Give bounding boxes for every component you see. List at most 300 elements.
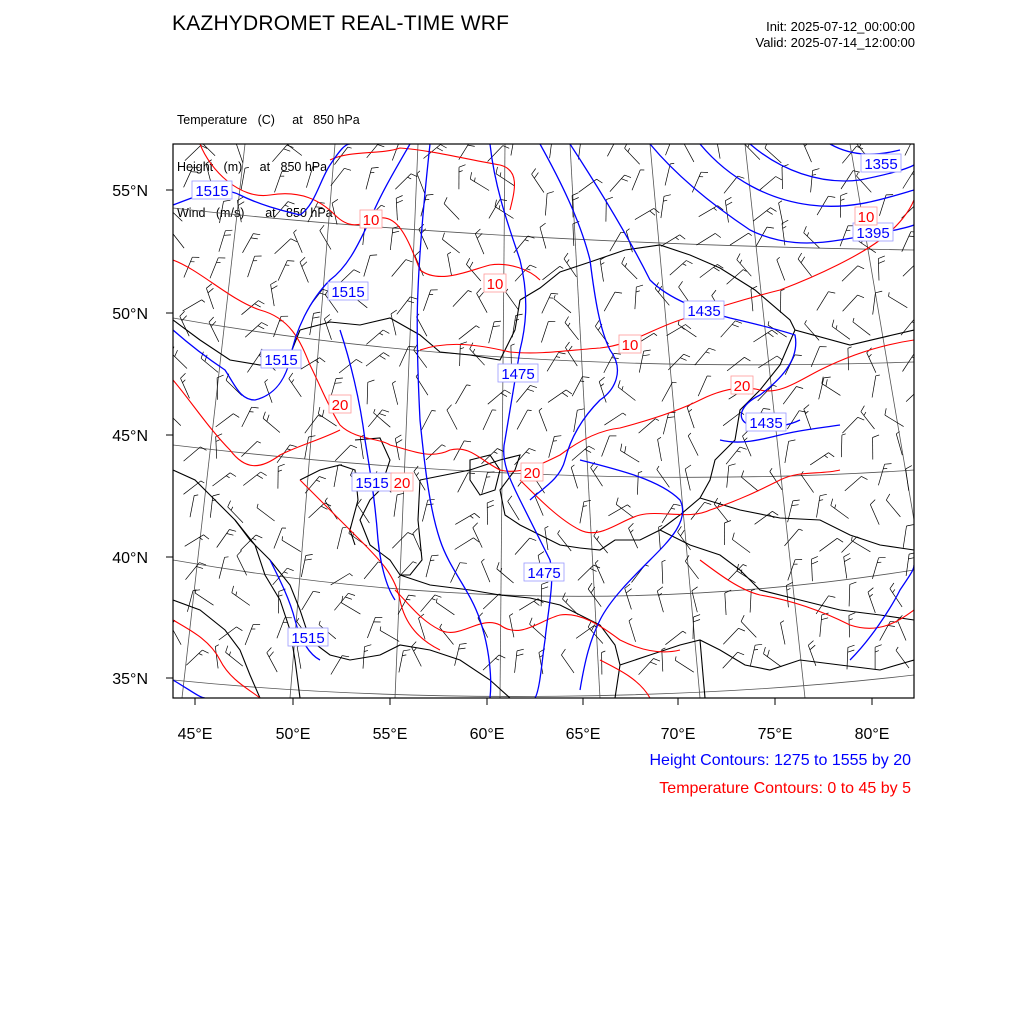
wind-barb — [878, 259, 879, 281]
wind-barb-tick — [306, 554, 313, 555]
wind-barb-tick — [683, 140, 686, 143]
wind-barb-tick — [526, 452, 530, 453]
lon-label: 80°E — [854, 726, 890, 743]
wind-barb-tick — [467, 385, 471, 386]
wind-barb — [455, 644, 460, 665]
wind-barb-tick — [288, 202, 295, 204]
wind-barb-tick — [225, 230, 232, 231]
wind-barb — [357, 505, 369, 523]
wind-barb — [666, 135, 674, 156]
wind-barb-tick — [409, 595, 416, 596]
wind-barb-tick — [282, 536, 283, 540]
wind-barb-tick — [744, 138, 747, 144]
wind-barb-tick — [831, 499, 833, 506]
wind-barb — [263, 418, 280, 432]
graticule-line — [650, 144, 700, 698]
wind-barb-tick — [204, 535, 210, 539]
wind-barb-tick — [767, 650, 769, 657]
wind-barb-tick — [670, 163, 674, 164]
wind-barb — [422, 411, 432, 431]
wind-barb-tick — [245, 167, 249, 168]
wind-barb — [695, 348, 709, 365]
wind-barb — [604, 413, 622, 425]
wind-barb-tick — [225, 557, 229, 558]
wind-barb-tick — [258, 326, 264, 329]
wind-barb — [798, 259, 812, 276]
wind-barb — [453, 291, 468, 307]
wind-barb — [216, 414, 234, 427]
wind-barb-tick — [497, 449, 503, 452]
wind-barb-tick — [565, 342, 569, 348]
wind-barb-tick — [858, 295, 865, 298]
wind-barb-tick — [835, 505, 836, 509]
wind-barb — [366, 353, 383, 367]
wind-barb-tick — [577, 409, 584, 410]
wind-barb — [578, 565, 594, 580]
wind-barb-tick — [588, 583, 592, 589]
wind-barb-tick — [628, 148, 630, 152]
wind-barb — [594, 536, 608, 553]
wind-barb-tick — [783, 226, 787, 228]
wind-barb — [473, 528, 482, 548]
wind-barb-tick — [726, 202, 732, 205]
wind-barb-tick — [365, 645, 372, 647]
wind-barb-tick — [534, 173, 538, 179]
wind-barb-tick — [857, 172, 859, 176]
wind-barb-tick — [824, 377, 831, 378]
wind-barb — [245, 625, 253, 646]
wind-barb — [844, 557, 847, 579]
wind-barb-tick — [515, 320, 519, 321]
wind-barb-tick — [499, 655, 505, 658]
wind-barb-tick — [515, 133, 522, 134]
wind-barb — [171, 625, 182, 644]
wind-barb-tick — [805, 320, 807, 324]
wind-barb-tick — [476, 326, 479, 328]
wind-barb — [629, 621, 636, 642]
wind-barb — [390, 228, 393, 250]
wind-barb — [516, 385, 530, 402]
wind-barb — [743, 436, 752, 456]
wind-barb-tick — [517, 649, 524, 651]
wind-barb — [339, 359, 356, 373]
wind-barb — [426, 445, 442, 460]
wind-barb-tick — [808, 641, 813, 646]
wind-barb — [685, 469, 690, 490]
wind-barb-tick — [571, 465, 574, 468]
wind-barb-tick — [795, 355, 802, 356]
lat-label: 50°N — [112, 306, 148, 323]
wind-barb-tick — [554, 436, 561, 437]
wind-barb — [548, 390, 566, 403]
wind-barb-tick — [658, 437, 661, 439]
wind-barb-tick — [380, 627, 381, 631]
graticule-line — [182, 144, 245, 698]
wind-barb — [853, 322, 870, 335]
wind-barb-tick — [712, 290, 716, 296]
wind-barb-tick — [693, 620, 700, 622]
wind-barb-tick — [414, 648, 417, 651]
wind-barb-tick — [374, 409, 375, 413]
graticule-line — [173, 208, 914, 250]
wind-barb — [282, 540, 301, 552]
wind-barb — [392, 383, 397, 404]
wind-barb-tick — [226, 476, 229, 478]
wind-barb — [442, 239, 459, 253]
wind-barb — [683, 143, 694, 162]
wind-barb — [396, 198, 397, 220]
wind-barb-tick — [828, 292, 835, 293]
wind-barb-tick — [615, 292, 622, 293]
wind-barb-tick — [459, 648, 466, 649]
wind-barb — [456, 385, 467, 404]
wind-barb-tick — [411, 642, 416, 647]
wind-barb-tick — [626, 589, 632, 593]
wind-barb-tick — [466, 258, 469, 264]
wind-barb — [213, 473, 231, 486]
wind-barb-tick — [786, 582, 792, 585]
wind-barb-tick — [685, 465, 691, 469]
wind-barb-tick — [828, 196, 835, 197]
wind-barb-tick — [875, 291, 882, 293]
wind-barb — [506, 292, 519, 310]
wind-barb — [325, 501, 337, 519]
temperature-contour-line — [390, 340, 914, 471]
wind-barb — [658, 439, 662, 461]
wind-barb-tick — [319, 477, 326, 479]
wind-barb-tick — [255, 304, 261, 307]
wind-barb-tick — [673, 382, 677, 383]
wind-barb — [515, 448, 530, 465]
wind-barb-tick — [741, 471, 743, 478]
wind-barb-tick — [313, 317, 320, 318]
wind-barb-tick — [561, 649, 565, 655]
wind-barb — [541, 584, 542, 606]
wind-barb-tick — [194, 495, 198, 496]
wind-barb — [543, 266, 560, 280]
wind-barb — [243, 472, 260, 486]
temperature-contour-label: 20 — [733, 378, 751, 395]
wind-barb — [436, 602, 454, 615]
temperature-contour-label: 20 — [393, 475, 411, 492]
wind-barb-tick — [889, 292, 890, 296]
wind-barb — [629, 528, 638, 548]
wind-barb-tick — [251, 238, 258, 239]
wind-barb-tick — [915, 136, 922, 137]
wind-barb-tick — [257, 475, 263, 479]
wind-barb-tick — [542, 587, 549, 589]
wind-barb — [759, 177, 776, 191]
wind-barb-tick — [514, 138, 518, 139]
wind-barb — [448, 254, 452, 276]
wind-barb-tick — [530, 538, 537, 541]
wind-barb-tick — [876, 375, 880, 376]
wind-barb — [842, 266, 858, 281]
wind-barb-tick — [381, 205, 385, 207]
wind-barb — [788, 560, 795, 581]
wind-barb-tick — [202, 650, 208, 653]
wind-barb-tick — [324, 315, 329, 319]
wind-barb — [337, 528, 342, 549]
wind-barb — [723, 652, 738, 668]
wind-barb-tick — [558, 530, 560, 533]
wind-barb — [852, 541, 871, 552]
wind-barb-tick — [319, 621, 320, 625]
wind-barb — [320, 231, 331, 250]
wind-barb-tick — [413, 562, 417, 564]
wind-barb — [804, 233, 820, 248]
wind-barb-tick — [511, 344, 515, 346]
wind-barb-tick — [770, 468, 772, 471]
wind-barb — [698, 376, 707, 396]
wind-barb — [662, 562, 663, 584]
wind-barb — [723, 628, 738, 644]
wind-barb — [459, 326, 476, 340]
wind-barb-tick — [447, 405, 452, 410]
wind-barb-tick — [849, 613, 855, 616]
wind-barb-tick — [278, 464, 285, 466]
wind-barb-tick — [170, 203, 173, 210]
wind-barb-tick — [379, 414, 386, 416]
wind-barb-tick — [181, 373, 186, 378]
boundary-line — [235, 520, 300, 698]
wind-barb — [727, 270, 744, 285]
wind-barb — [725, 201, 728, 223]
wind-barb-tick — [487, 500, 494, 503]
wind-barb — [226, 652, 243, 666]
wind-barb-tick — [481, 559, 484, 562]
wind-barb-tick — [527, 269, 531, 270]
wind-barb-tick — [684, 354, 690, 357]
wind-barb-tick — [654, 333, 657, 335]
wind-barb — [496, 174, 514, 186]
wind-barb — [392, 533, 408, 549]
wind-barb-tick — [829, 596, 836, 598]
wind-barb — [422, 500, 427, 521]
wind-barb — [903, 526, 906, 548]
wind-barb — [277, 618, 285, 639]
wind-barb-tick — [345, 597, 352, 599]
wind-barb-tick — [844, 558, 850, 561]
wind-barb-tick — [300, 257, 305, 262]
wind-barb-tick — [530, 385, 537, 387]
height-contour-label: 1515 — [264, 352, 298, 369]
wind-barb — [301, 556, 306, 578]
wind-barb-tick — [414, 466, 418, 472]
wind-barb-tick — [743, 431, 748, 436]
wind-barb-tick — [869, 354, 872, 357]
wind-barb — [639, 351, 643, 373]
boundary-line — [173, 600, 260, 698]
wind-barb-tick — [848, 645, 855, 647]
wind-barb-tick — [738, 652, 745, 655]
wind-barb — [872, 376, 876, 398]
wind-barb-tick — [208, 288, 213, 293]
height-contour-label: 1515 — [355, 475, 389, 492]
wind-barb — [902, 203, 918, 218]
wind-barb — [903, 261, 919, 276]
boundary-line — [700, 498, 914, 550]
wind-barb-tick — [917, 203, 923, 206]
wind-barb-tick — [915, 353, 922, 355]
wind-barb — [886, 500, 900, 517]
temperature-contour-label: 10 — [486, 276, 504, 293]
height-contour-line — [340, 330, 395, 600]
wind-barb-tick — [269, 652, 274, 657]
wind-barb-tick — [856, 137, 859, 143]
wind-barb-tick — [848, 347, 852, 349]
wind-barb — [758, 385, 773, 401]
wind-barb-tick — [545, 526, 549, 528]
wind-barb — [753, 330, 772, 342]
wind-barb-tick — [686, 325, 692, 329]
wind-barb — [787, 411, 799, 429]
height-contour-label: 1515 — [291, 630, 325, 647]
wind-barb-tick — [380, 356, 386, 360]
wind-barb-tick — [625, 175, 632, 178]
wind-barb — [300, 262, 308, 282]
wind-barb-tick — [551, 293, 558, 294]
wind-barb-tick — [202, 300, 205, 303]
wind-barb-tick — [812, 174, 816, 175]
wind-barb-tick — [351, 445, 357, 448]
wind-barb — [558, 534, 572, 551]
wind-barb-tick — [655, 419, 659, 421]
wind-barb-tick — [584, 500, 591, 501]
wind-barb — [841, 171, 853, 189]
temperature-contour-label: 20 — [523, 465, 541, 482]
wind-barb-tick — [505, 390, 511, 394]
wind-barb-tick — [413, 529, 418, 534]
wind-barb-tick — [819, 500, 823, 501]
height-contours — [173, 144, 914, 698]
lon-label: 70°E — [660, 726, 696, 743]
wind-barb-tick — [479, 292, 484, 297]
wind-barb-tick — [195, 589, 196, 593]
wind-barb — [267, 653, 277, 672]
wind-barb — [578, 138, 581, 160]
wind-barb — [183, 300, 202, 311]
wind-barb-tick — [729, 464, 736, 466]
height-contour-line — [173, 144, 350, 215]
wind-barb — [730, 233, 749, 245]
wind-barb-tick — [796, 387, 803, 389]
wind-barb-tick — [705, 502, 712, 504]
wind-barb-tick — [683, 631, 686, 633]
wind-barb-tick — [662, 648, 666, 650]
wind-barb-tick — [278, 470, 282, 471]
wind-barb — [573, 224, 574, 246]
wind-barb — [185, 145, 201, 160]
wind-barb-tick — [768, 321, 769, 325]
wind-barb-tick — [597, 536, 599, 540]
wind-barb-tick — [460, 342, 467, 344]
wind-barb-tick — [468, 145, 475, 146]
wind-barb-tick — [493, 326, 500, 327]
wind-barb-tick — [740, 260, 742, 264]
temperature-contour-line — [700, 560, 914, 628]
wind-barb — [242, 407, 252, 427]
wind-barb — [184, 167, 193, 187]
wind-barb-tick — [332, 199, 338, 203]
wind-barb — [675, 660, 694, 672]
wind-barb — [667, 325, 686, 336]
wind-barb-tick — [470, 516, 473, 519]
wind-barb-tick — [325, 498, 327, 501]
wind-barb-tick — [284, 572, 288, 573]
wind-barb-tick — [440, 624, 442, 628]
wind-barb-tick — [228, 501, 231, 507]
wind-barb-tick — [568, 323, 570, 326]
wind-barb — [272, 145, 286, 162]
wind-barb-tick — [253, 538, 257, 540]
wind-barb-tick — [659, 525, 663, 527]
wind-barb-tick — [262, 323, 268, 326]
wind-barb — [782, 224, 785, 246]
plot-frame — [173, 144, 914, 698]
wind-barb-tick — [320, 225, 324, 230]
wind-barb — [842, 146, 856, 163]
wind-barb-tick — [662, 560, 666, 562]
wind-barb — [482, 473, 488, 494]
wind-barb-tick — [460, 643, 467, 644]
wind-barb-tick — [671, 508, 675, 509]
wind-barb-tick — [348, 147, 352, 148]
wind-barb-tick — [406, 599, 410, 600]
wind-barb-tick — [475, 229, 480, 234]
wind-barb-tick — [407, 301, 414, 303]
lon-label: 60°E — [469, 726, 505, 743]
wind-barb-tick — [530, 265, 537, 268]
wind-barb-tick — [623, 413, 626, 415]
wind-barb — [497, 569, 514, 583]
wind-barb-tick — [621, 444, 622, 451]
wind-barb — [721, 321, 736, 337]
wind-barb — [454, 441, 464, 460]
height-contour-labels — [192, 154, 901, 647]
wind-barb-tick — [870, 594, 873, 597]
wind-barb — [845, 476, 862, 491]
wind-barb-tick — [232, 586, 234, 593]
wind-barb — [906, 469, 909, 491]
wind-barb — [572, 446, 589, 460]
wind-barb — [571, 467, 577, 488]
wind-barb — [380, 630, 399, 641]
wind-barb-tick — [764, 647, 766, 654]
wind-barb-tick — [744, 438, 747, 441]
wind-barb — [779, 203, 783, 225]
boundary-line — [520, 245, 914, 345]
wind-barb — [366, 330, 383, 344]
wind-barb-tick — [664, 195, 671, 197]
wind-barb-tick — [348, 593, 355, 595]
wind-barb — [417, 174, 425, 195]
wind-barb — [842, 537, 857, 553]
wind-barb — [460, 344, 461, 366]
wind-barb-tick — [342, 656, 349, 657]
wind-barb-tick — [686, 261, 692, 264]
wind-barb — [604, 353, 614, 373]
wind-barb-tick — [475, 178, 476, 182]
wind-barb — [727, 466, 729, 488]
wind-barb-tick — [580, 381, 584, 382]
temperature-contour-label: 10 — [621, 337, 639, 354]
wind-barb-tick — [175, 350, 178, 356]
wind-barb-tick — [716, 133, 722, 137]
wind-barb-tick — [552, 135, 559, 137]
graticule-line — [395, 144, 418, 698]
lon-label: 45°E — [177, 726, 213, 743]
